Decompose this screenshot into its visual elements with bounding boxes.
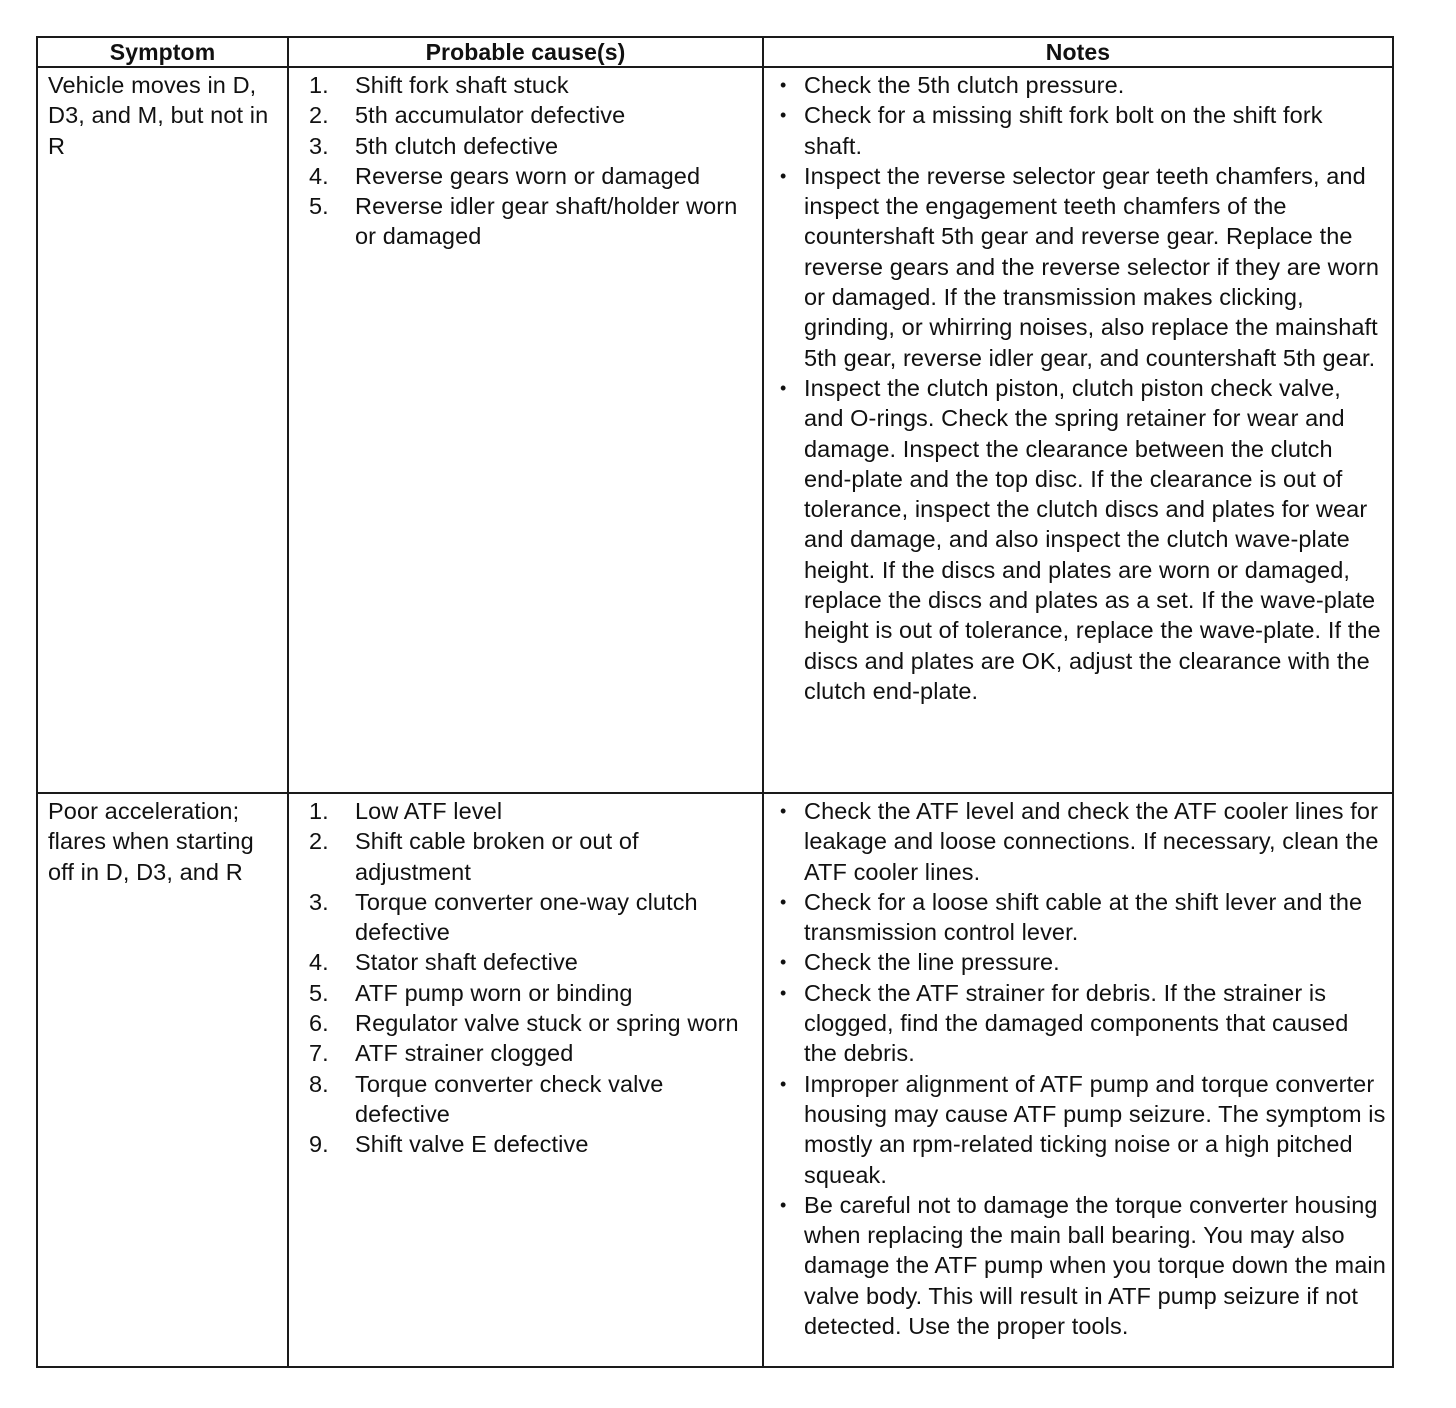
bullet-icon: • [780,105,787,126]
note-item [774,887,1386,948]
bullet-icon: • [780,952,787,973]
cause-item [299,131,756,161]
cause-list [299,796,756,1160]
note-item [774,161,1386,373]
cause-item [299,1008,756,1038]
notes-list [774,70,1386,706]
causes-cell [288,67,763,793]
cause-text: Torque converter one-way clutch defective [355,888,698,946]
note-item [774,1190,1386,1341]
troubleshooting-table [36,36,1394,1368]
bullet-icon: • [780,982,787,1003]
cause-text: 5th clutch defective [355,132,559,159]
cause-text: Shift cable broken or out of adjustment [355,828,639,885]
bullet-icon: • [780,801,787,821]
cause-text: Stator shaft defective [355,949,578,976]
symptom-cell [37,67,288,793]
cause-item [299,191,756,252]
cause-text: Regulator valve stuck or spring worn [355,1010,739,1037]
cause-text: Torque converter check valve defective [355,1070,664,1127]
cause-item [299,1069,756,1130]
note-item [774,373,1386,706]
cause-text: Shift valve E defective [355,1131,589,1158]
note-item [774,100,1386,161]
causes-cell [288,793,763,1367]
note-text: Check the ATF strainer for debris. If the strainer is clogged, find the damaged components that caused the debris. [804,979,1349,1067]
cause-text: Reverse idler gear shaft/holder worn or damaged [355,193,738,250]
cause-list [299,70,756,252]
table-header-row [37,37,1393,67]
note-item [774,978,1386,1069]
note-text: Check for a missing shift fork bolt on the shift fork shaft. [804,102,1323,159]
cause-number: 5. [309,193,329,220]
cause-number: 1. [309,72,329,98]
cause-text: 5th accumulator defective [355,102,626,129]
symptom-text: Poor acceleration; flares when starting off in D, D3, and R [48,798,254,885]
cause-item [299,947,756,977]
cause-item [299,887,756,948]
cause-number: 3. [309,132,329,159]
cause-text: ATF pump worn or binding [355,979,633,1006]
bullet-icon: • [780,1073,787,1094]
cause-item [299,161,756,191]
note-text: Check the 5th clutch pressure. [804,72,1125,98]
cause-number: 2. [309,828,329,855]
table-row [37,67,1393,793]
cause-number: 5. [309,979,329,1006]
notes-cell [763,67,1393,793]
cause-text: Low ATF level [355,798,503,824]
note-text: Check for a loose shift cable at the shift lever and the transmission control lever. [804,888,1363,946]
header-probable-causes: Probable cause(s) [288,37,763,67]
note-text: Check the line pressure. [804,949,1060,976]
cause-number: 8. [309,1070,329,1097]
note-item [774,70,1386,100]
note-item [774,1069,1386,1190]
bullet-icon: • [780,1194,787,1215]
symptom-cell [37,793,288,1367]
cause-number: 6. [309,1010,329,1037]
cause-number: 7. [309,1040,329,1067]
header-symptom: Symptom [37,37,288,67]
notes-list [774,796,1386,1341]
cause-number: 1. [309,798,329,824]
note-text: Check the ATF level and check the ATF cooler lines for leakage and loose connections. If necessary, clean the ATF cooler lines. [804,798,1379,885]
notes-cell [763,793,1393,1367]
cause-number: 3. [309,888,329,915]
note-text: Inspect the clutch piston, clutch piston check valve, and O-rings. Check the spring retainer for wear and damage. Inspect the clearance between the clutch end-plate and the top disc. If the clearance is out of tolerance, inspect the clutch discs and plates for wear and damage, and also inspect the clutch wave-plate height. If the discs and plates are worn or damaged, replace the discs and plates as a set. If the wave-plate height is out of tolerance, replace the wave-plate. If the discs and plates are OK, adjust the clearance with the clutch end-plate. [804,374,1381,704]
cause-text: Shift fork shaft stuck [355,72,569,98]
symptom-text: Vehicle moves in D, D3, and M, but not in R [48,72,269,159]
note-item [774,947,1386,977]
cause-item [299,70,756,100]
cause-number: 2. [309,102,329,129]
note-text: Improper alignment of ATF pump and torque converter housing may cause ATF pump seizure. The symptom is mostly an rpm-related ticking noise or a high pitched squeak. [804,1070,1386,1188]
cause-item [299,978,756,1008]
cause-number: 4. [309,949,329,976]
cause-item [299,100,756,130]
bullet-icon: • [780,377,787,398]
bullet-icon: • [780,891,787,912]
note-item [774,796,1386,887]
cause-number: 9. [309,1131,329,1158]
note-text: Inspect the reverse selector gear teeth chamfers, and inspect the engagement teeth chamfers of the countershaft 5th gear and reverse gear. Replace the reverse gears and the reverse selector if they are worn or damaged. If the transmission makes clicking, grinding, or whirring noises, also replace the mainshaft 5th gear, reverse idler gear, and countershaft 5th gear. [804,162,1379,371]
cause-number: 4. [309,162,329,189]
note-text: Be careful not to damage the torque converter housing when replacing the main ball bearing. You may also damage the ATF pump when you torque down the main valve body. This will result in ATF pump seizure if not detected. Use the proper tools. [804,1191,1386,1340]
table-row [37,793,1393,1367]
cause-text: Reverse gears worn or damaged [355,162,701,189]
cause-item [299,796,756,826]
bullet-icon: • [780,165,787,186]
cause-item [299,826,756,887]
cause-text: ATF strainer clogged [355,1040,574,1067]
bullet-icon: • [780,75,787,95]
header-notes: Notes [763,37,1393,67]
cause-item [299,1129,756,1159]
cause-item [299,1038,756,1068]
